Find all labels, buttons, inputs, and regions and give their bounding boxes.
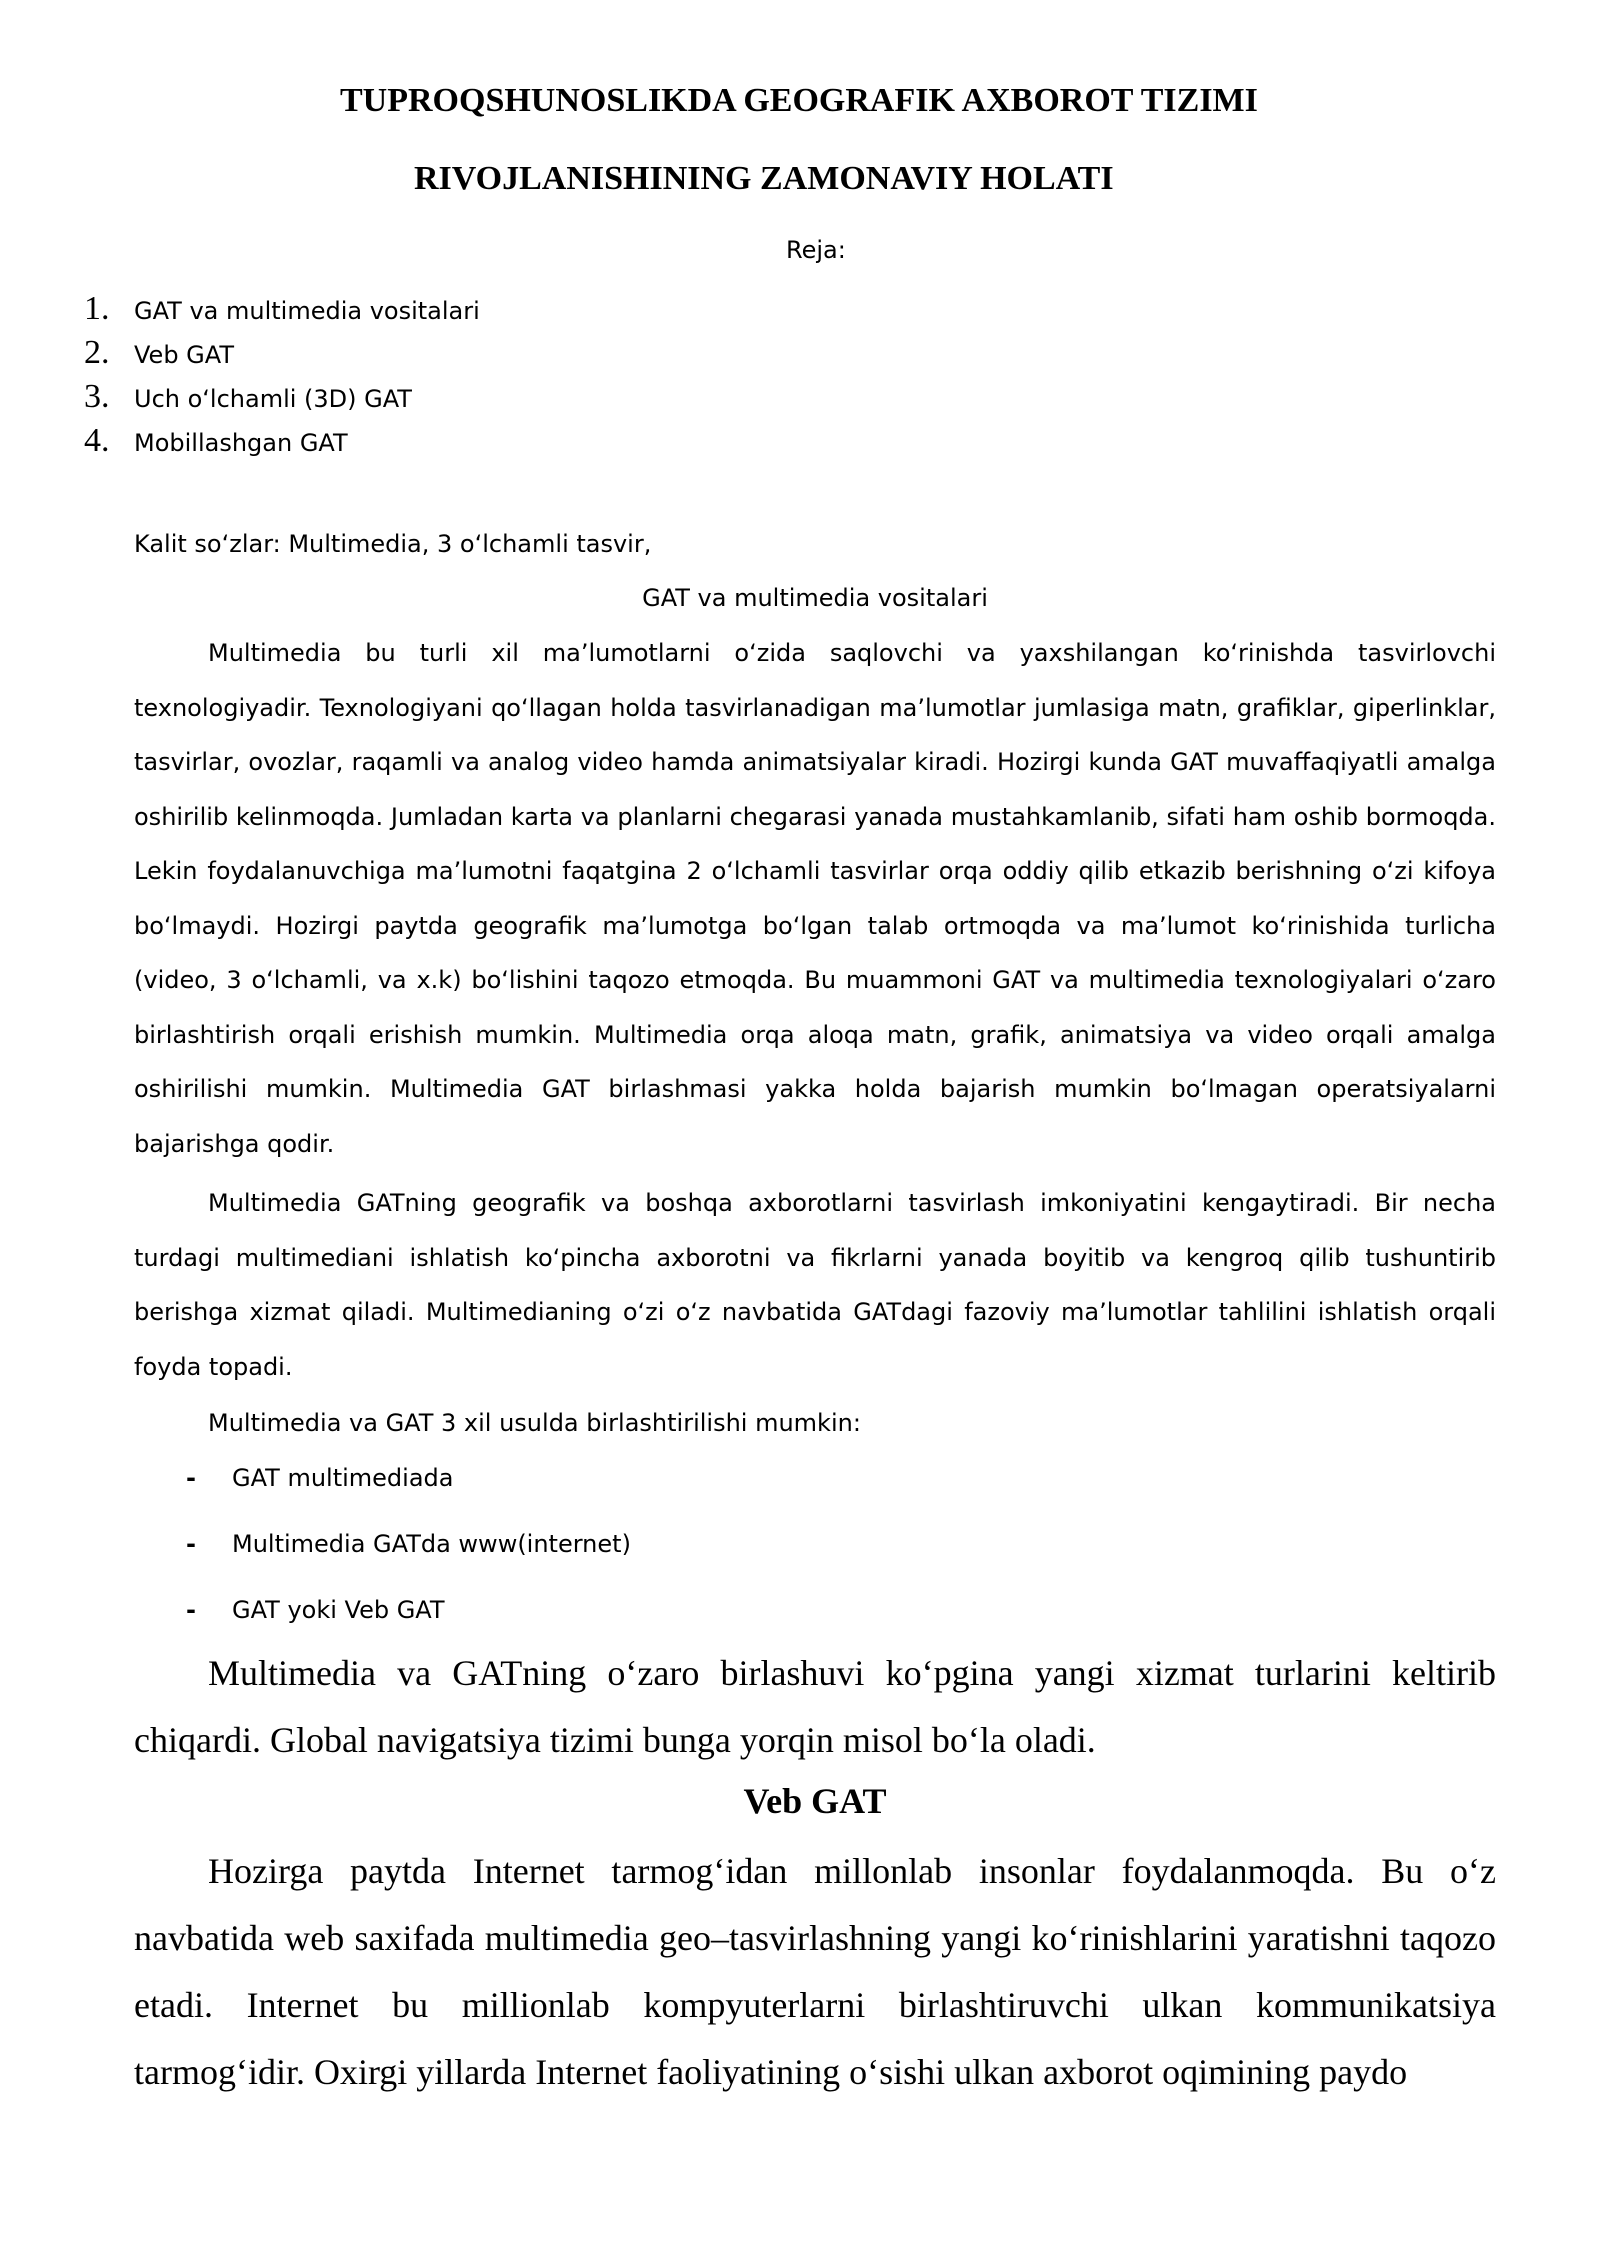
dash-list-item: [186, 1596, 445, 1624]
section1-paragraph1: Multimedia bu turli xil ma’lumotlarni o‘zida saqlovchi va yaxshilangan ko‘rinishda tasvirlovchi texnologiyadir. Texnologiyani qo‘llagan holda tasvirlanadigan ma’lumotlar jumlasiga matn, grafiklar, giperlinklar, tasvirlar, ovozlar, raqamli va analog video hamda animatsiyalar kiradi. Hozirgi kunda GAT muvaffaqiyatli amalga oshirilib kelinmoqda. Jumladan karta va planlarni chegarasi yanada mustahkamlanib, sifati ham oshib bormoqda. Lekin foydalanuvchiga ma’lumotni faqatgina 2 o‘lchamli tasvirlar orqa oddiy qilib etkazib berishning o‘zi kifoya bo‘lmaydi. Hozirgi paytda geografik ma’lumotga bo‘lgan talab ortmoqda va ma’lumot ko‘rinishida turlicha (video, 3 o‘lchamli, va x.k) bo‘lishini taqozo etmoqda. Bu muammoni GAT va multimedia texnologiyalari o‘zaro birlashtirish orqali erishish mumkin. Multimedia orqa aloqa matn, grafik, animatsiya va video orqali amalga oshirilishi mumkin. Multimedia GAT birlashmasi yakka holda bajarish mumkin bo‘lmagan operatsiyalarni bajarishga qodir.: [134, 639, 1496, 1158]
plan-item-text: GAT va multimedia vositalari: [134, 297, 480, 325]
plan-item-number: 2.: [84, 334, 110, 371]
section1-paragraph2: Multimedia GATning geografik va boshqa axborotlarni tasvirlash imkoniyatini kengaytiradi. Bir necha turdagi multimediani ishlatish ko‘pincha axborotni va fikrlarni yanada boyitib va kengroq qilib tushuntirib berishga xizmat qiladi. Multimedianing o‘zi o‘z navbatida GATdagi fazoviy ma’lumotlar tahlilini ishlatish orqali foyda topadi.: [134, 1189, 1496, 1381]
plan-item-text: Veb GAT: [134, 341, 234, 369]
plan-item-number: 4.: [84, 422, 110, 459]
dash-list-item-text: GAT multimediada: [232, 1464, 454, 1492]
section1-paragraph4: Multimedia va GATning o‘zaro birlashuvi ko‘pgina yangi xizmat turlarini keltirib chiqardi. Global navigatsiya tizimi bunga yorqin misol bo‘la oladi.: [134, 1653, 1496, 1760]
dash-bullet: -: [186, 1596, 196, 1624]
document-title-line1: TUPROQSHUNOSLIKDA GEOGRAFIK AXBOROT TIZIMI: [340, 82, 1258, 119]
plan-list: [84, 290, 480, 466]
document-title-line2: RIVOJLANISHINING ZAMONAVIY HOLATI: [414, 160, 1114, 197]
section2-heading: Veb GAT: [743, 1781, 887, 1821]
dash-list-item-text: Multimedia GATda www(internet): [232, 1530, 631, 1558]
plan-item-number: 1.: [84, 290, 110, 327]
plan-item: [84, 290, 480, 334]
dash-list-item: [186, 1530, 631, 1558]
plan-item-number: 3.: [84, 378, 110, 415]
plan-item-text: Uch o‘lchamli (3D) GAT: [134, 385, 412, 413]
plan-item: [84, 422, 480, 466]
dash-bullet: -: [186, 1464, 196, 1492]
section1-heading: GAT va multimedia vositalari: [642, 584, 988, 612]
section2-paragraph1: Hozirga paytda Internet tarmog‘idan millonlab insonlar foydalanmoqda. Bu o‘z navbatida web saxifada multimedia geo–tasvirlashning yangi ko‘rinishlarini yaratishni taqozo etadi. Internet bu millionlab kompyuterlarni birlashtiruvchi ulkan kommunikatsiya tarmog‘idir. Oxirgi yillarda Internet faoliyatining o‘sishi ulkan axborot oqimining paydo: [134, 1851, 1496, 2092]
plan-item: [84, 378, 480, 422]
plan-heading: Reja:: [786, 236, 846, 264]
plan-item-text: Mobillashgan GAT: [134, 429, 348, 457]
plan-item: [84, 334, 480, 378]
dash-bullet: -: [186, 1530, 196, 1558]
keywords-line: Kalit so‘zlar: Multimedia, 3 o‘lchamli tasvir,: [134, 530, 652, 558]
dash-list-item: [186, 1464, 453, 1492]
dash-list-item-text: GAT yoki Veb GAT: [232, 1596, 445, 1624]
section1-paragraph3: Multimedia va GAT 3 xil usulda birlashtirilishi mumkin:: [208, 1409, 861, 1437]
